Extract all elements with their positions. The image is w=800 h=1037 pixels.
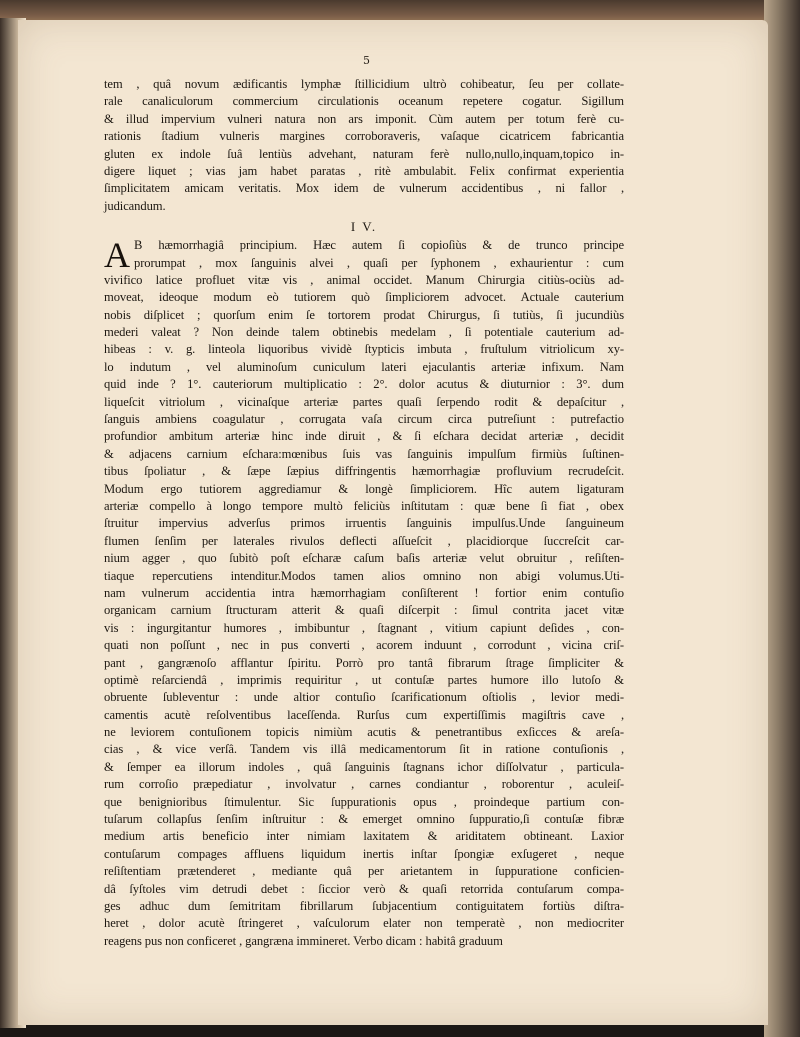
text-line: hibeas : v. g. linteola liquoribus vividè ſtypticis imbuta , fruſtulum vitriolicum xy- [104,342,624,357]
text-line: ſimplicitatem amicam veritatis. Mox idem de vulnerum accidentibus , ni fallor , [104,181,624,196]
text-line: reſiſtentiam prætenderet , mediante quâ per arietantem in ſuppuratione conficien- [104,864,624,879]
text-line: heret , dolor acutè ſtringeret , vaſculorum elater non temperatè , non mediocriter [104,916,624,931]
text-line: rale canaliculorum commercium circulationis oceanum repetere cogatur. Sigillum [104,94,624,109]
section-heading: I V. [350,219,378,235]
text-line: nium agger , quo ſubitò poſt eſcharæ caſum baſis arteriæ velut obruitur , reſiſten- [104,551,624,566]
text-line: B hæmorrhagiâ principium. Hæc autem ſi copioſiùs & de trunco principe [134,238,624,253]
text-line: gluten ex indole ſuâ lentiùs advehant, naturam ferè nullo,nullo,inquam,topico in- [104,146,624,161]
text-line: & ſemper ea illorum indoles , quâ ſanguinis ſtagnans ichor diſſolvatur , particula- [104,759,624,774]
text-line: ſtruitur impervius adverſus primos irruentis ſanguinis impulſus.Unde ſanguineum [104,516,624,531]
text-line: quati non poſſunt , nec in pus converti , acorem induunt , corrodunt , vicina criſ- [104,638,624,653]
text-line: tiaque repercutiens intenditur.Modos tamen alios omnino non abigi volumus.Uti- [104,568,624,583]
text-line: tem , quâ novum ædificantis lymphæ ſtillicidium ultrò cohibeatur, ſeu per collate- [104,77,624,91]
book-fore-edge [764,0,800,1037]
text-line: ne leviorem contuſionem topicis nimiùm acutis & penetrantibus exſicces & areſa- [104,725,624,740]
text-line: & illud impervium vulneri natura non ars imponit. Cùm autem per totum ferè cu- [104,111,624,126]
text-line: digere liquet ; vias jam habet paratas , ritè ambulabit. Felix confirmat experientia [104,163,624,178]
text-line: moveat, ideoque modum eò tutiorem quò ſimpliciorem advocet. Actuale cauterium [104,290,624,305]
text-line: medium artis beneficio inter nimiam laxitatem & ariditatem obtineant. Laxior [104,829,624,844]
page-text [104,76,624,950]
text-line: prorumpat , mox ſanguinis alvei , quaſi per ſyphonem , exhaurientur : cum [134,255,624,270]
text-line: liqueſcit vitriolum , vicinaſque arteriæ partes quaſi ſerpendo rodit & depaſcitur , [104,394,624,409]
text-line: quid inde ? 1°. cauteriorum multiplicatio : 2°. dolor acutus & diuturnior : 3°. dum [104,377,624,392]
text-line: Modum ergo tutiorem aggrediamur & longè ſimpliciorem. Hîc autem ligaturam [104,481,624,496]
text-line: rationis ſtadium vulneris margines corroboraveris, vaſaque cicatricem fabricantia [104,129,624,144]
text-line: & adjacens carnium eſchara:mœnibus ſuis vas ſanguinis impulſum firmiùs ſuſtinen- [104,446,624,461]
text-line: nam vulnerum accidentia intra hæmorrhagiam conſiſterent ! fortior enim contuſio [104,585,624,600]
text-line: flumen ſenſim per laterales rivulos deflecti aſſueſcit , placidiorque ſuccreſcit car- [104,533,624,548]
text-line: optimè reſarciendâ , imprimis requiritur , ut contuſæ partes humore illo lutoſo & [104,672,624,687]
text-line: ges adhuc dum ſemitritam fibrillarum ſubjacentium contiguitatem fortiùs diſtra- [104,898,624,913]
paragraph-2 [104,237,624,950]
text-line: profundior ambitum arteriæ hinc inde diruit , & ſi eſchara decidat arteriæ , decidit [104,429,624,444]
text-line: obruente ſubleventur : unde altior contuſio ſcarificationum oſtiolis , levior medi- [104,690,624,705]
text-line: pant , gangrænoſo afflantur ſpiritu. Porrò pro tantâ fibrarum ſtrage ſimpliciter & [104,655,624,670]
text-line: nobis diſplicet ; quorſum enim ſe tortorem prodat Chirurgus, ſi tutiùs, ſi jucundiùs [104,307,624,322]
text-line: tuſarum collapſus ſenſim inſtruitur : & emerget omnino ſuppuratio,ſi contuſæ fibræ [104,812,624,827]
text-line: dâ ſyſtoles vim detrudi debet : ſiccior verò & quaſi retorrida contuſarum compa- [104,881,624,896]
text-line: que benignioribus ſtimulentur. Sic ſuppurationis opus , proindeque partium con- [104,794,624,809]
text-line: ſanguis ambiens coagulatur , corrugata vaſa circum circa putreſiunt : putrefactio [104,412,624,427]
text-line: lo indutum , vel aluminoſum cuniculum lateri ejaculantis arteriæ infixum. Nam [104,359,624,374]
text-line: contuſarum compages affluens liquidum inertis inſtar ſpongiæ exſugeret , neque [104,846,624,861]
text-line: vis : ingurgitantur humores , imbibuntur , ſtagnant , vitium capiunt deſides , con- [104,620,624,635]
text-line: arteriæ compello à longo tempore multò feliciùs inſtitutam : quæ bene ſi fiat , obex [104,498,624,513]
paragraph-1 [104,76,624,215]
text-line: reagens pus non conficeret , gangræna immineret. Verbo dicam : habitâ graduum [104,933,503,948]
text-line: vivifico latice profluet vitæ vis , animal occidet. Manum Chirurgia citiùs-ociùs ad- [104,272,624,287]
page-number: 5 [363,54,370,67]
drop-cap: A [104,235,130,276]
text-line: cias , & vice verſâ. Tandem vis illâ medicamentorum ſit in ratione contuſionis , [104,742,624,757]
text-line: organicam carnium ſtructuram atterit & quaſi diſcerpit : ſimul contrita jacet vitæ [104,603,624,618]
text-line: rum corroſio præpediatur , involvatur , carnes condiantur , roborentur , aculeiſ- [104,777,624,792]
text-line: judicandum. [104,198,166,213]
text-line: camentis acutè reſolventibus laceſſenda. Rurſus cum expertiſſimis magiſtris cave , [104,707,624,722]
text-line: mederi valeat ? Non deinde talem obtinebis medelam , ſi potentiale cauterium ad- [104,325,624,340]
text-line: tibus ſpoliatur , & ſæpe ſæpius diffringentis hæmorrhagiæ profluvium recrudeſcit. [104,464,624,479]
